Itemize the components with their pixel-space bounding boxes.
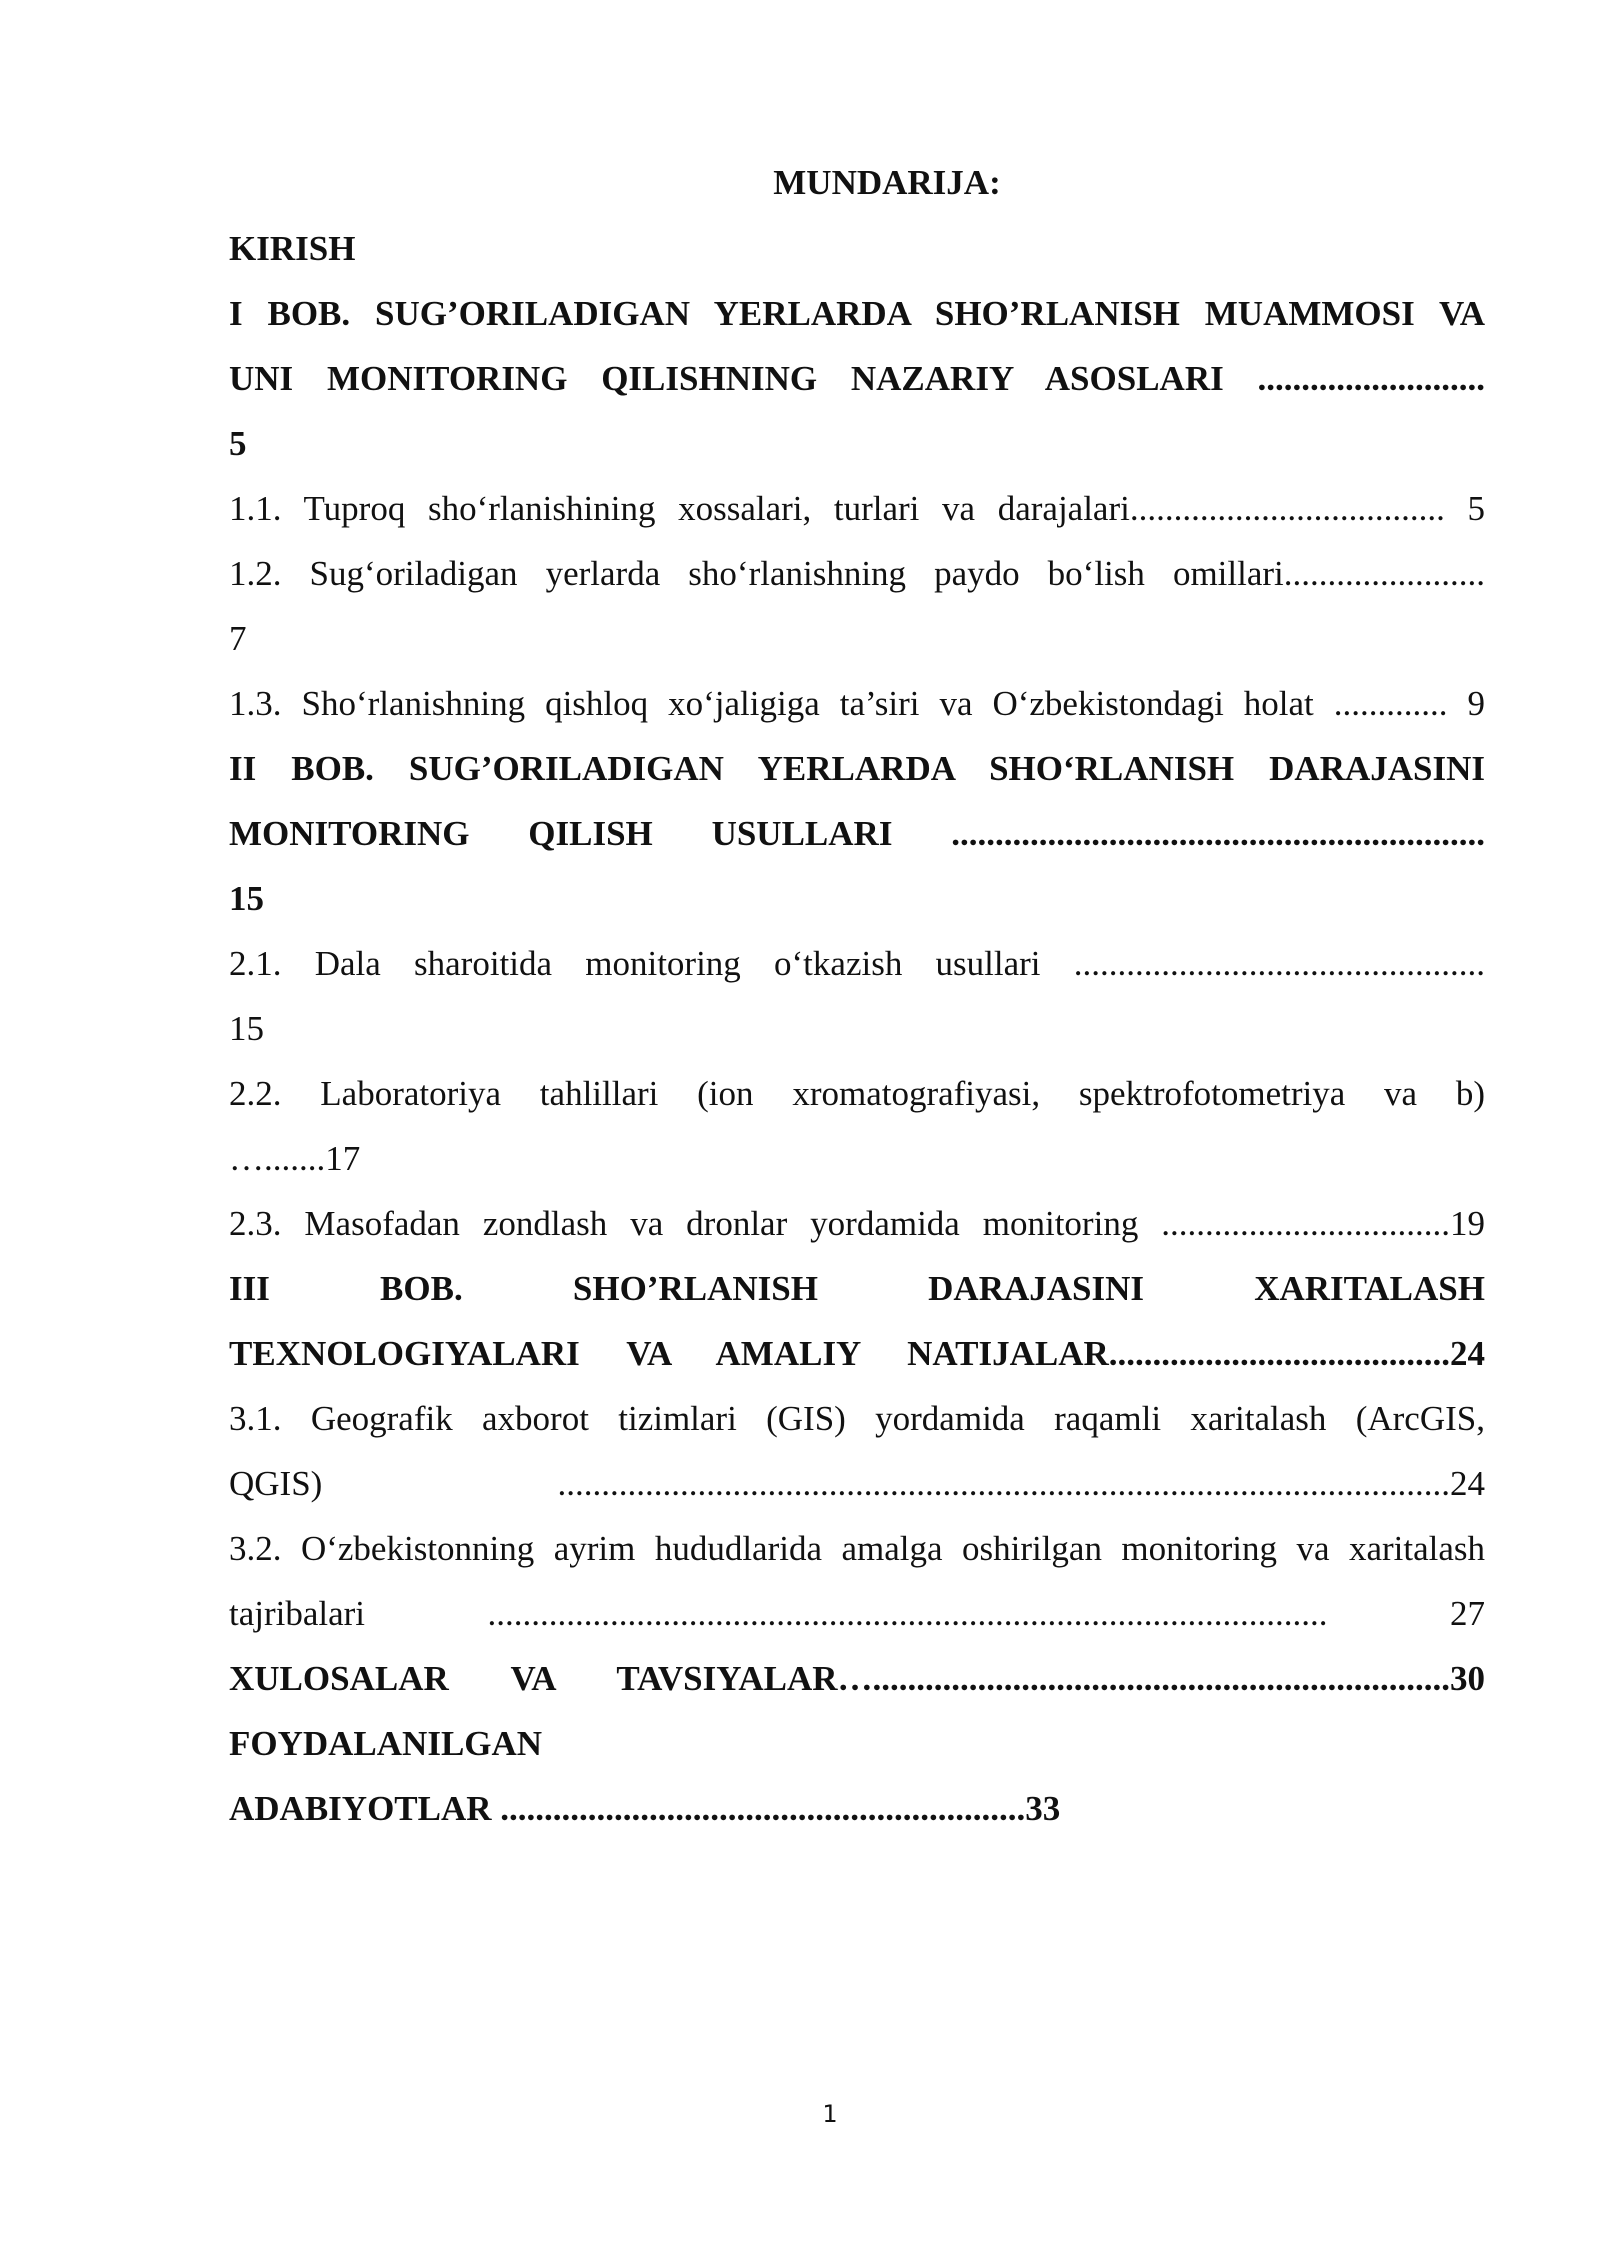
toc-line: TEXNOLOGIYALARI VA AMALIY NATIJALAR.......................................24 <box>229 1334 1485 1373</box>
toc-title: MUNDARIJA: <box>773 163 1001 202</box>
toc-line: 15 <box>229 1009 264 1048</box>
toc-line: UNI MONITORING QILISHNING NAZARIY ASOSLARI .......................... <box>229 359 1485 398</box>
toc-line: 1.3. Sho‘rlanishning qishloq xo‘jaligiga ta’siri va O‘zbekistondagi holat ............. 9 <box>229 684 1485 723</box>
toc-line: 3.2. O‘zbekistonning ayrim hududlarida amalga oshirilgan monitoring va xaritalash <box>229 1529 1485 1568</box>
toc-line: 1.2. Sug‘oriladigan yerlarda sho‘rlanishning paydo bo‘lish omillari....................... <box>229 554 1485 593</box>
toc-line: 3.1. Geografik axborot tizimlari (GIS) yordamida raqamli xaritalash (ArcGIS, <box>229 1399 1485 1438</box>
toc-line: 2.2. Laboratoriya tahlillari (ion xromatografiyasi, spektrofotometriya va b) <box>229 1074 1485 1113</box>
toc-line: I BOB. SUG’ORILADIGAN YERLARDA SHO’RLANISH MUAMMOSI VA <box>229 294 1485 333</box>
toc-line: III BOB. SHO’RLANISH DARAJASINI XARITALASH <box>229 1269 1485 1308</box>
table-of-contents <box>229 216 1485 1841</box>
toc-line: QGIS) ......................................................................................................24 <box>229 1464 1485 1503</box>
toc-line: MONITORING QILISH USULLARI ............................................................. <box>229 814 1485 853</box>
toc-line: 2.3. Masofadan zondlash va dronlar yordamida monitoring .................................19 <box>229 1204 1485 1243</box>
toc-line: ….......17 <box>229 1139 361 1178</box>
toc-line: 7 <box>229 619 247 658</box>
toc-line: ADABIYOTLAR ............................................................33 <box>229 1789 1061 1828</box>
toc-line: 15 <box>229 879 264 918</box>
toc-line: 2.1. Dala sharoitida monitoring o‘tkazish usullari ............................................... <box>229 944 1485 983</box>
toc-line: FOYDALANILGAN <box>229 1724 543 1763</box>
page-number: 1 <box>822 2100 838 2128</box>
document-page <box>229 150 1485 1841</box>
toc-line: 1.1. Tuproq sho‘rlanishining xossalari, turlari va darajalari.................................... 5 <box>229 489 1485 528</box>
toc-line: 5 <box>229 424 247 463</box>
toc-line: KIRISH <box>229 229 356 268</box>
toc-line: XULOSALAR VA TAVSIYALAR…..................................................................30 <box>229 1659 1485 1698</box>
toc-line: tajribalari ................................................................................................ 27 <box>229 1594 1485 1633</box>
toc-line: II BOB. SUG’ORILADIGAN YERLARDA SHO‘RLANISH DARAJASINI <box>229 749 1485 788</box>
